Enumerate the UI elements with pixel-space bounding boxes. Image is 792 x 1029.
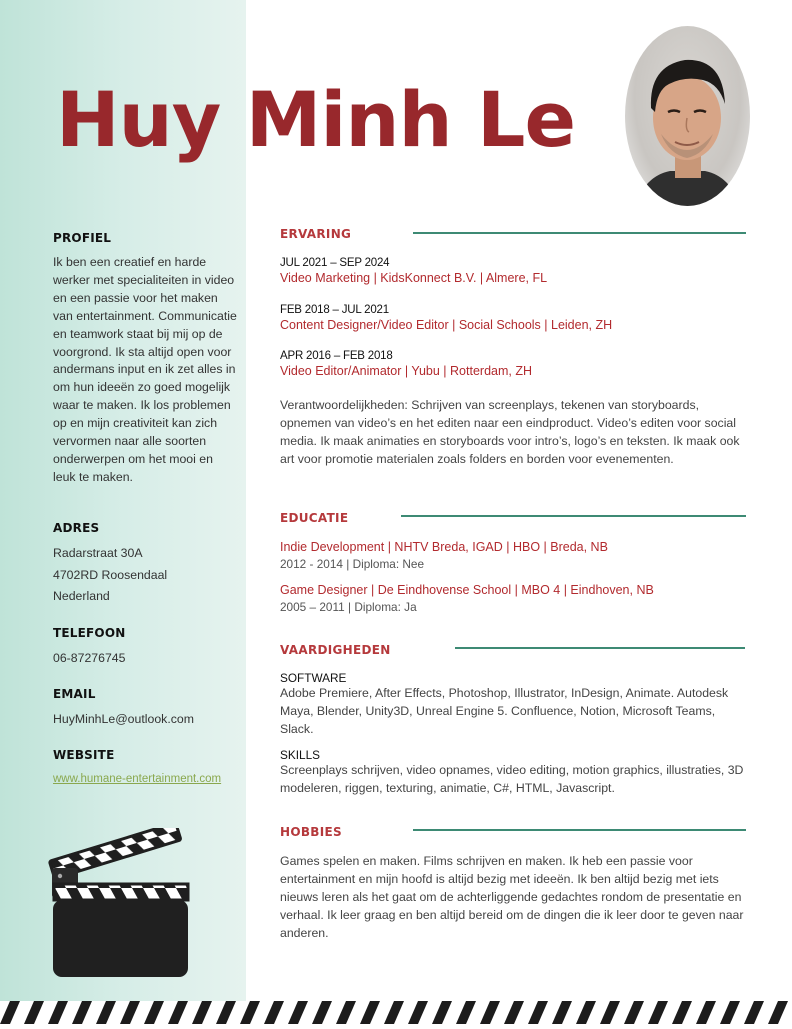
address-street: Radarstraat 30A — [53, 546, 143, 560]
skills-label: SKILLS — [280, 748, 321, 762]
candidate-name: Huy Minh Le — [56, 75, 576, 164]
job-period: APR 2016 – FEB 2018 — [280, 350, 393, 362]
email-value: HuyMinhLe@outlook.com — [53, 712, 194, 726]
phone-value: 06-87276745 — [53, 651, 126, 665]
hobbies-divider — [413, 829, 746, 831]
education-heading: EDUCATIE — [280, 511, 349, 525]
hobbies-block — [280, 853, 750, 943]
education-title: Game Designer | De Eindhovense School | MBO 4 | Eindhoven, NB — [280, 583, 654, 597]
profile-photo — [625, 26, 750, 206]
experience-heading: ERVARING — [280, 227, 352, 241]
education-divider — [401, 515, 746, 517]
address-city: 4702RD Roosendaal — [53, 568, 168, 582]
skills-block — [280, 748, 750, 798]
education-detail: 2005 – 2011 | Diploma: Ja — [280, 600, 417, 614]
hobbies-heading: HOBBIES — [280, 825, 342, 839]
profile-heading: PROFIEL — [53, 231, 112, 245]
job-2 — [280, 304, 750, 332]
website-link[interactable]: www.humane-entertainment.com — [53, 773, 222, 785]
education-title: Indie Development | NHTV Breda, IGAD | HBO | Breda, NB — [280, 540, 608, 554]
education-item-2 — [280, 583, 750, 614]
email-section — [53, 687, 238, 730]
education-item-1 — [280, 540, 750, 571]
skills-divider — [455, 647, 745, 649]
education-detail: 2012 - 2014 | Diploma: Nee — [280, 557, 425, 571]
skills-heading: VAARDIGHEDEN — [280, 643, 391, 657]
website-heading: WEBSITE — [53, 748, 115, 762]
hobbies-text: Games spelen en maken. Films schrijven en maken. Ik heb een passie voor entertainment en mijn hoofd is altijd bezig met ideeën. Ik ben altijd bezig met iets nieuws leren als het gaat om de achterliggende gedachtes rondom de presentatie en verhaal. Ik leer graag en ben altijd bereid om de dingen die ik leer door te geven naar anderen. — [280, 854, 744, 940]
responsibilities — [280, 397, 750, 469]
experience-divider — [413, 232, 746, 234]
website-section — [53, 748, 238, 785]
job-3 — [280, 350, 750, 378]
address-heading: ADRES — [53, 521, 100, 535]
phone-section — [53, 626, 238, 669]
address-section — [53, 521, 238, 607]
software-block — [280, 671, 750, 739]
profile-text: Ik ben een creatief en harde werker met specialiteiten in video en een passie voor het maken van entertainment. Communicatie en teamwork staat bij mij op de voorgrond. Ik sta altijd open voor andermans input en ik zet alles in om hun ideeën zo goed mogelijk waar te maken. Ik los problemen op en mijn creativiteit kan zich vervormen naar alle soorten onderwerpen om het mooi en leuk te maken. — [53, 255, 237, 484]
skills-text: Screenplays schrijven, video opnames, video editing, motion graphics, illustraties, 3D modeleren, riggen, texturing, animatie, C#, HTML, Javascript. — [280, 763, 744, 795]
software-text: Adobe Premiere, After Effects, Photoshop, Illustrator, InDesign, Animate. Autodesk Maya, Blender, Unity3D, Unreal Engine 5. Confluence, Notion, Microsoft Teams, Slack. — [280, 686, 729, 736]
responsibilities-text: Verantwoordelijkheden: Schrijven van screenplays, tekenen van storyboards, opnemen van video’s en het editen naar een eindproduct. Video’s editen voor social media. Ik maak animaties en storyboards voor intro’s, logo’s en teksten. Ik maak ook art voor promotie materialen zoals folders en borden voor evenementen. — [280, 398, 740, 466]
email-heading: EMAIL — [53, 687, 96, 701]
clapperboard-icon — [44, 828, 194, 988]
profile-section — [53, 231, 238, 487]
job-role: Video Marketing | KidsKonnect B.V. | Almere, FL — [280, 271, 548, 285]
job-1 — [280, 257, 750, 285]
job-role: Content Designer/Video Editor | Social Schools | Leiden, ZH — [280, 318, 613, 332]
job-role: Video Editor/Animator | Yubu | Rotterdam, ZH — [280, 364, 532, 378]
address-country: Nederland — [53, 589, 110, 603]
job-period: JUL 2021 – SEP 2024 — [280, 257, 390, 269]
job-period: FEB 2018 – JUL 2021 — [280, 304, 389, 316]
software-label: SOFTWARE — [280, 671, 347, 685]
phone-heading: TELEFOON — [53, 626, 126, 640]
film-strip-border — [0, 1001, 792, 1024]
